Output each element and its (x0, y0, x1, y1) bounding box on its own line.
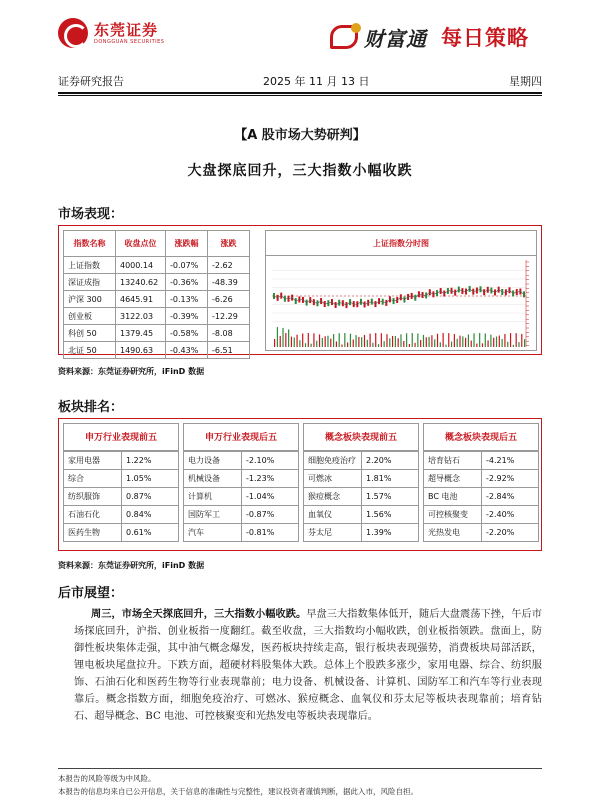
chart-volume-bar (493, 338, 494, 347)
sector-change: 0.84% (122, 506, 179, 524)
chart-volume-bar (485, 333, 486, 347)
table-row (424, 470, 539, 488)
header-cell: 涨跌幅 (166, 231, 208, 257)
sector-column-title: 申万行业表现后五 (183, 423, 299, 451)
sector-name: 纺织服饰 (64, 488, 122, 506)
sector-name: 超导概念 (424, 470, 482, 488)
table-row (304, 506, 419, 524)
sector-change: -2.84% (482, 488, 539, 506)
index-close: 1379.45 (116, 325, 166, 342)
chart-volume-bar (296, 335, 297, 347)
chart-volume-bar (282, 328, 283, 347)
chart-volume-bar (518, 342, 519, 347)
chart-volume-bar (319, 334, 320, 347)
intraday-chart-title: 上证指数分时图 (265, 230, 537, 256)
index-change: -6.51 (208, 342, 250, 359)
sector-change: -0.87% (242, 506, 299, 524)
chart-volume-bar (322, 338, 323, 347)
index-change: -12.29 (208, 308, 250, 325)
chart-volume-bar (448, 333, 449, 347)
chart-volume-bar (280, 336, 281, 347)
outlook-section-title: 后市展望： (58, 586, 124, 601)
table-row (64, 257, 250, 274)
table-row (64, 274, 250, 291)
chart-volume-bar (350, 334, 351, 347)
sector-change: -2.40% (482, 506, 539, 524)
table-row (64, 291, 250, 308)
chart-volume-bar (327, 336, 328, 347)
sector-change: -2.10% (242, 452, 299, 470)
sector-change: 1.57% (362, 488, 419, 506)
table-row (64, 506, 179, 524)
table-row (184, 470, 299, 488)
sector-column (183, 423, 299, 542)
chart-volume-bar (502, 339, 503, 347)
chart-volume-bar (420, 340, 421, 347)
table-row (184, 506, 299, 524)
chart-volume-bar (392, 336, 393, 347)
sector-name: 国防军工 (184, 506, 242, 524)
chart-volume-bar (336, 341, 337, 347)
report-type: 证券研究报告 (58, 75, 124, 88)
index-name: 上证指数 (64, 257, 116, 274)
chart-volume-bar (339, 333, 340, 347)
chart-volume-bar (406, 333, 407, 347)
sector-change: 0.61% (122, 524, 179, 542)
table-row (64, 470, 179, 488)
chart-volume-bar (311, 344, 312, 347)
chart-volume-bar (507, 342, 508, 347)
intraday-chart (265, 256, 537, 351)
market-box (58, 225, 542, 355)
sector-column-title: 概念板块表现后五 (423, 423, 539, 451)
sector-column-title: 概念板块表现前五 (303, 423, 419, 451)
product-name: 财富通 (364, 26, 427, 51)
table-row (184, 452, 299, 470)
index-close: 4645.91 (116, 291, 166, 308)
intraday-chart-image (266, 256, 538, 351)
chart-volume-bar (490, 335, 491, 347)
main-title: 【A 股市场大势研判】 (234, 128, 366, 143)
chart-volume-bar (372, 343, 373, 347)
chart-volume-bar (513, 345, 514, 347)
index-name: 深证成指 (64, 274, 116, 291)
sector-name: 机械设备 (184, 470, 242, 488)
chart-volume-bar (516, 333, 517, 347)
market-section-title: 市场表现： (58, 207, 124, 222)
chart-volume-bar (409, 344, 410, 347)
chart-volume-bar (353, 340, 354, 347)
chart-volume-bar (291, 337, 292, 347)
sector-name: 血氧仪 (304, 506, 362, 524)
chart-volume-bar (288, 329, 289, 347)
sector-name: 医药生物 (64, 524, 122, 542)
sector-name: 计算机 (184, 488, 242, 506)
market-table-header (64, 231, 250, 257)
chart-volume-bar (285, 333, 286, 347)
index-name: 沪深 300 (64, 291, 116, 308)
report-date: 2025 年 11 月 13 日 (263, 75, 370, 88)
chart-volume-bar (358, 337, 359, 347)
chart-volume-bar (437, 334, 438, 347)
chart-volume-bar (487, 340, 488, 347)
sector-name: 家用电器 (64, 452, 122, 470)
chart-volume-bar (443, 333, 444, 347)
chart-volume-bar (403, 341, 404, 347)
chart-volume-bar (479, 333, 480, 347)
chart-volume-bar (381, 333, 382, 347)
header-divider-thin (58, 95, 542, 96)
chart-volume-bar (294, 338, 295, 347)
chart-volume-bar (364, 335, 365, 347)
chart-volume-bar (277, 327, 278, 347)
brand-name-en: DONGGUAN SECURITIES (94, 38, 165, 45)
sector-change: 1.56% (362, 506, 419, 524)
chart-volume-bar (524, 339, 525, 347)
sector-name: 细胞免疫治疗 (304, 452, 362, 470)
chart-volume-bar (386, 334, 387, 347)
sector-section-title: 板块排名： (58, 400, 124, 415)
table-row (424, 506, 539, 524)
chart-volume-bar (330, 339, 331, 347)
sector-change: -2.92% (482, 470, 539, 488)
index-close: 13240.62 (116, 274, 166, 291)
chart-volume-bar (414, 343, 415, 347)
chart-volume-bar (347, 342, 348, 347)
sector-name: 芬太尼 (304, 524, 362, 542)
header-cell: 指数名称 (64, 231, 116, 257)
info-bar (58, 73, 542, 91)
chart-volume-bar (325, 336, 326, 347)
chart-volume-bar (496, 336, 497, 347)
chart-volume-bar (344, 333, 345, 347)
index-close: 1490.63 (116, 342, 166, 359)
brand-logo-icon (58, 18, 88, 48)
brand-logo (58, 18, 164, 48)
chart-volume-bar (476, 344, 477, 347)
sector-change: -1.23% (242, 470, 299, 488)
chart-volume-bar (389, 338, 390, 347)
chart-volume-bar (305, 343, 306, 347)
table-row (64, 524, 179, 542)
index-close: 4000.14 (116, 257, 166, 274)
chart-volume-bar (440, 342, 441, 347)
risk-level-note: 本报告的风险等级为中风险。 (58, 774, 156, 783)
chart-volume-bar (341, 345, 342, 347)
market-table (63, 230, 250, 359)
chart-volume-bar (499, 336, 500, 347)
sector-name: 汽车 (184, 524, 242, 542)
sector-change: 1.81% (362, 470, 419, 488)
sector-change: -2.20% (482, 524, 539, 542)
table-row (424, 524, 539, 542)
chart-volume-bar (398, 338, 399, 347)
index-name: 科创 50 (64, 325, 116, 342)
outlook-paragraph (74, 606, 542, 725)
header-cell: 收盘点位 (116, 231, 166, 257)
index-change-pct: -0.39% (166, 308, 208, 325)
brand-name-cn: 东莞证券 (94, 20, 159, 39)
chart-volume-bar (510, 333, 511, 347)
product-logo-icon (330, 25, 358, 49)
sector-name: 可燃冰 (304, 470, 362, 488)
sector-column-title: 申万行业表现前五 (63, 423, 179, 451)
chart-volume-bar (274, 339, 275, 347)
index-change-pct: -0.36% (166, 274, 208, 291)
sector-change: -4.21% (482, 452, 539, 470)
sector-change: 1.39% (362, 524, 419, 542)
outlook-body: 早盘三大指数集体低开，随后大盘震荡下挫，午后市场探底回升，沪指、创业板指一度翻红。截至收盘，三大指数均小幅收跌，创业板指领跌。盘面上，防御性板块集体走强，其中油气概念爆发，医药板块持续走高，银行板块表现强势，消费板块局部活跃，锂电板块尾盘拉升。下跌方面，超硬材料股集体大跌。总体上个股跌多涨少，家用电器、综合、纺织服饰、石油石化和医药生物等行业表现靠前；电力设备、机械设备、计算机、国防军工和汽车等行业表现靠后。概念指数方面，细胞免疫治疗、可燃冰、猴痘概念、血氧仪和芬太尼等板块表现靠前；培育钻石、超导概念、BC 电池、可控核聚变和光热发电等板块表现靠后。 (74, 609, 542, 722)
table-row (64, 452, 179, 470)
table-row (184, 488, 299, 506)
sub-title: 大盘探底回升，三大指数小幅收跌 (187, 163, 413, 179)
chart-volume-bar (333, 334, 334, 347)
product-logo (330, 22, 529, 52)
index-change-pct: -0.43% (166, 342, 208, 359)
sector-change: 2.20% (362, 452, 419, 470)
table-row (64, 342, 250, 359)
sector-change: -1.04% (242, 488, 299, 506)
chart-volume-bar (395, 336, 396, 347)
chart-volume-bar (504, 334, 505, 347)
market-source: 资料来源：东莞证券研究所，iFinD 数据 (58, 367, 205, 376)
index-change: -2.62 (208, 257, 250, 274)
table-row (64, 308, 250, 325)
chart-volume-bar (468, 335, 469, 347)
index-name: 北证 50 (64, 342, 116, 359)
chart-volume-bar (457, 339, 458, 347)
chart-volume-bar (465, 338, 466, 347)
report-weekday: 星期四 (509, 75, 542, 88)
table-row (424, 488, 539, 506)
sector-column (63, 423, 179, 542)
outlook-lead: 周三，市场全天探底回升，三大指数小幅收跌。 (91, 608, 307, 620)
sector-name: 石油石化 (64, 506, 122, 524)
index-change-pct: -0.58% (166, 325, 208, 342)
chart-volume-bar (431, 335, 432, 347)
index-change: -8.08 (208, 325, 250, 342)
chart-volume-bar (426, 337, 427, 347)
table-row (64, 488, 179, 506)
chart-volume-bar (417, 334, 418, 347)
chart-volume-bar (412, 333, 413, 347)
chart-volume-bar (462, 336, 463, 347)
footer-divider (58, 768, 542, 769)
table-row (304, 488, 419, 506)
sector-name: 光热发电 (424, 524, 482, 542)
sector-name: BC 电池 (424, 488, 482, 506)
chart-volume-bar (384, 341, 385, 347)
header-divider (58, 92, 542, 94)
sector-name: 电力设备 (184, 452, 242, 470)
index-name: 创业板 (64, 308, 116, 325)
sector-name: 可控核聚变 (424, 506, 482, 524)
chart-volume-bar (471, 341, 472, 347)
chart-volume-bar (375, 333, 376, 347)
table-row (304, 452, 419, 470)
index-change-pct: -0.07% (166, 257, 208, 274)
index-change: -48.39 (208, 274, 250, 291)
chart-volume-bar (378, 344, 379, 347)
sector-change: 1.05% (122, 470, 179, 488)
table-row (64, 325, 250, 342)
chart-volume-bar (459, 336, 460, 347)
report-header (0, 0, 600, 70)
table-row (184, 524, 299, 542)
product-tag: 每日策略 (441, 25, 529, 50)
chart-volume-bar (302, 333, 303, 347)
sector-change: 1.22% (122, 452, 179, 470)
chart-price-line (274, 289, 524, 305)
table-row (304, 524, 419, 542)
chart-volume-bar (313, 333, 314, 347)
sector-change: -0.81% (242, 524, 299, 542)
chart-volume-bar (451, 342, 452, 347)
index-change: -6.26 (208, 291, 250, 308)
chart-volume-bar (316, 341, 317, 347)
sector-name: 培育钻石 (424, 452, 482, 470)
chart-volume-bar (454, 334, 455, 347)
sector-name: 综合 (64, 470, 122, 488)
chart-volume-bar (445, 345, 446, 347)
chart-volume-bar (361, 337, 362, 347)
sector-source: 资料来源：东莞证券研究所，iFinD 数据 (58, 561, 205, 570)
sector-column (423, 423, 539, 542)
chart-volume-bar (308, 333, 309, 347)
chart-volume-bar (400, 334, 401, 347)
index-change-pct: -0.13% (166, 291, 208, 308)
chart-volume-bar (299, 340, 300, 347)
sector-change: 0.87% (122, 488, 179, 506)
sector-name: 猴痘概念 (304, 488, 362, 506)
chart-volume-bar (473, 333, 474, 347)
chart-volume-bar (367, 340, 368, 347)
sector-column (303, 423, 419, 542)
header-cell: 涨跌 (208, 231, 250, 257)
chart-volume-bar (434, 339, 435, 347)
disclaimer-note: 本报告的信息均来自已公开信息，关于信息的准确性与完整性，建议投资者谨慎判断，据此入市，风险自担。 (58, 787, 418, 796)
table-row (304, 470, 419, 488)
chart-volume-bar (428, 337, 429, 347)
sector-box (58, 418, 542, 551)
table-row (424, 452, 539, 470)
chart-volume-bar (482, 343, 483, 347)
chart-volume-bar (521, 334, 522, 347)
chart-volume-bar (355, 335, 356, 347)
chart-volume-bar (423, 335, 424, 347)
chart-volume-bar (370, 334, 371, 347)
index-close: 3122.03 (116, 308, 166, 325)
